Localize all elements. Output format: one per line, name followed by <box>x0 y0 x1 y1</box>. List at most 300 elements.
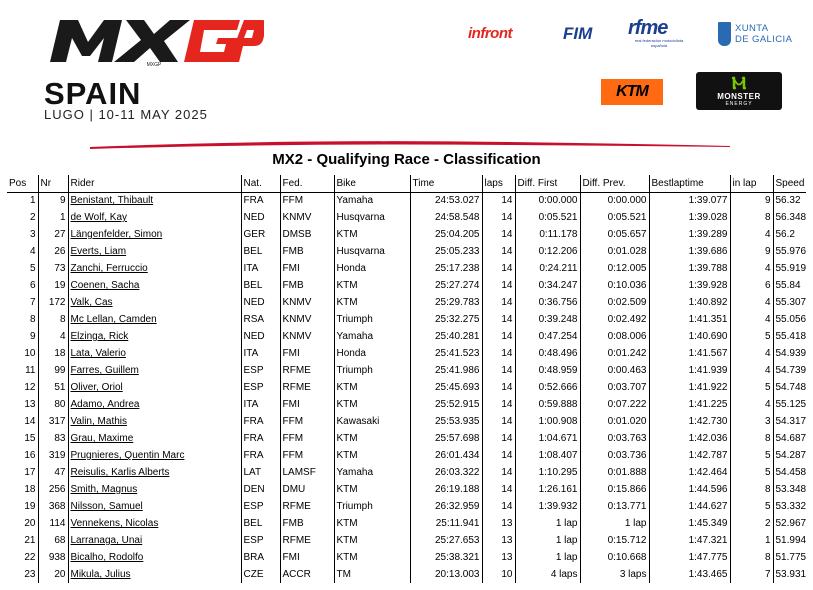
cell-bestlaptime: 1:42.036 <box>649 430 730 447</box>
cell-laps: 13 <box>482 532 515 549</box>
cell-nr: 938 <box>38 549 68 566</box>
cell-bestlaptime: 1:41.922 <box>649 379 730 396</box>
cell-nr: 83 <box>38 430 68 447</box>
event-subtitle: LUGO | 10-11 MAY 2025 <box>44 107 208 122</box>
cell-nat: LAT <box>241 464 280 481</box>
cell-speed: 54.458 <box>773 464 806 481</box>
cell-bike: Honda <box>334 260 410 277</box>
cell-time: 25:41.986 <box>410 362 482 379</box>
cell-nr: 27 <box>38 226 68 243</box>
cell-diff-prev: 0:05.521 <box>580 209 649 226</box>
cell-time: 25:29.783 <box>410 294 482 311</box>
cell-rider[interactable]: Larranaga, Unai <box>68 532 241 549</box>
cell-nat: NED <box>241 294 280 311</box>
cell-diff-first: 0:05.521 <box>515 209 580 226</box>
cell-diff-prev: 0:02.509 <box>580 294 649 311</box>
cell-speed: 51.775 <box>773 549 806 566</box>
cell-pos: 2 <box>29 212 36 223</box>
table-row <box>7 345 806 362</box>
cell-nat: ESP <box>241 532 280 549</box>
monster-name: MONSTER <box>717 92 761 101</box>
cell-rider[interactable]: Prugnieres, Quentin Marc <box>68 447 241 464</box>
cell-nat: FRA <box>241 192 280 209</box>
cell-speed: 54.687 <box>773 430 806 447</box>
cell-fed: FMB <box>280 243 334 260</box>
cell-nr: 99 <box>38 362 68 379</box>
cell-in-lap: 1 <box>730 532 773 549</box>
cell-bike: Triumph <box>334 362 410 379</box>
cell-rider[interactable]: Adamo, Andrea <box>68 396 241 413</box>
cell-diff-prev: 0:01.888 <box>580 464 649 481</box>
cell-bike: KTM <box>334 226 410 243</box>
cell-in-lap: 6 <box>730 277 773 294</box>
cell-fed: LAMSF <box>280 464 334 481</box>
cell-speed: 54.939 <box>773 345 806 362</box>
cell-time: 25:45.693 <box>410 379 482 396</box>
cell-rider[interactable]: Mikula, Julius <box>68 566 241 583</box>
cell-bestlaptime: 1:42.464 <box>649 464 730 481</box>
monster-energy: ENERGY <box>725 101 753 107</box>
cell-nat: ESP <box>241 498 280 515</box>
cell-rider[interactable]: Valin, Mathis <box>68 413 241 430</box>
cell-fed: FMI <box>280 345 334 362</box>
cell-time: 25:17.238 <box>410 260 482 277</box>
cell-diff-first: 0:52.666 <box>515 379 580 396</box>
cell-laps: 14 <box>482 277 515 294</box>
cell-pos: 17 <box>24 467 36 478</box>
cell-bike: TM <box>334 566 410 583</box>
results-table <box>7 175 806 583</box>
table-body <box>7 192 806 583</box>
cell-pos: 23 <box>24 569 36 580</box>
cell-speed: 51.994 <box>773 532 806 549</box>
cell-laps: 14 <box>482 498 515 515</box>
cell-bike: KTM <box>334 481 410 498</box>
cell-laps: 14 <box>482 209 515 226</box>
cell-fed: KNMV <box>280 294 334 311</box>
table-row <box>7 226 806 243</box>
cell-bike: Husqvarna <box>334 209 410 226</box>
table-row <box>7 549 806 566</box>
page-title: MX2 - Qualifying Race - Classification <box>272 151 541 168</box>
cell-bestlaptime: 1:41.567 <box>649 345 730 362</box>
cell-fed: RFME <box>280 379 334 396</box>
cell-fed: ACCR <box>280 566 334 583</box>
cell-laps: 13 <box>482 549 515 566</box>
cell-time: 26:32.959 <box>410 498 482 515</box>
column-header-diff-first: Diff. First <box>515 175 580 192</box>
cell-time: 26:19.188 <box>410 481 482 498</box>
cell-nat: BEL <box>241 277 280 294</box>
cell-rider[interactable]: Everts, Liam <box>68 243 241 260</box>
cell-bike: Honda <box>334 345 410 362</box>
cell-nat: BEL <box>241 243 280 260</box>
cell-pos: 6 <box>29 280 36 291</box>
cell-diff-first: 0:24.211 <box>515 260 580 277</box>
cell-in-lap: 5 <box>730 379 773 396</box>
cell-nat: NED <box>241 209 280 226</box>
cell-nr: 317 <box>38 413 68 430</box>
cell-time: 24:58.548 <box>410 209 482 226</box>
cell-nat: BRA <box>241 549 280 566</box>
column-header-in-lap: in lap <box>730 175 773 192</box>
table-row <box>7 515 806 532</box>
cell-diff-first: 0:47.254 <box>515 328 580 345</box>
column-header-diff-prev: Diff. Prev. <box>580 175 649 192</box>
cell-laps: 14 <box>482 260 515 277</box>
cell-fed: FFM <box>280 430 334 447</box>
rfme-logo-text: rfme <box>628 17 668 39</box>
cell-laps: 14 <box>482 379 515 396</box>
cell-nr: 114 <box>38 515 68 532</box>
cell-time: 25:41.523 <box>410 345 482 362</box>
table-row <box>7 430 806 447</box>
fim-logo: FIM <box>563 24 593 43</box>
table-row <box>7 243 806 260</box>
table-row <box>7 498 806 515</box>
event-name: SPAIN <box>44 76 142 111</box>
header <box>0 0 813 150</box>
table-row <box>7 362 806 379</box>
cell-bestlaptime: 1:40.690 <box>649 328 730 345</box>
xunta-shield-icon <box>718 22 731 46</box>
cell-rider[interactable]: Grau, Maxime <box>68 430 241 447</box>
cell-diff-prev: 0:05.657 <box>580 226 649 243</box>
cell-pos: 15 <box>24 433 36 444</box>
cell-nat: ITA <box>241 345 280 362</box>
cell-diff-prev: 0:13.771 <box>580 498 649 515</box>
cell-bestlaptime: 1:39.686 <box>649 243 730 260</box>
cell-nr: 4 <box>38 328 68 345</box>
cell-diff-first: 0:36.756 <box>515 294 580 311</box>
cell-laps: 14 <box>482 430 515 447</box>
cell-rider[interactable]: Smith, Magnus <box>68 481 241 498</box>
cell-speed: 52.967 <box>773 515 806 532</box>
cell-diff-first: 0:34.247 <box>515 277 580 294</box>
cell-diff-first: 0:48.496 <box>515 345 580 362</box>
cell-nat: FRA <box>241 430 280 447</box>
cell-diff-first: 0:12.206 <box>515 243 580 260</box>
cell-bestlaptime: 1:41.939 <box>649 362 730 379</box>
cell-laps: 14 <box>482 396 515 413</box>
cell-speed: 54.317 <box>773 413 806 430</box>
cell-diff-prev: 0:01.020 <box>580 413 649 430</box>
cell-pos: 1 <box>29 195 36 207</box>
cell-diff-first: 1:26.161 <box>515 481 580 498</box>
cell-pos: 21 <box>24 535 36 546</box>
cell-laps: 14 <box>482 345 515 362</box>
monster-energy-logo <box>696 72 782 110</box>
table-row <box>7 464 806 481</box>
cell-time: 25:27.653 <box>410 532 482 549</box>
table-header <box>7 175 806 192</box>
cell-rider[interactable]: Farres, Guillem <box>68 362 241 379</box>
cell-diff-first: 4 laps <box>515 566 580 583</box>
cell-fed: FFM <box>280 447 334 464</box>
cell-in-lap: 4 <box>730 345 773 362</box>
cell-nat: CZE <box>241 566 280 583</box>
cell-diff-first: 0:59.888 <box>515 396 580 413</box>
cell-nat: NED <box>241 328 280 345</box>
cell-laps: 14 <box>482 311 515 328</box>
cell-diff-prev: 0:00.000 <box>580 192 649 209</box>
cell-bestlaptime: 1:39.077 <box>649 192 730 209</box>
column-header-rider: Rider <box>68 175 241 192</box>
cell-bike: KTM <box>334 379 410 396</box>
cell-speed: 55.976 <box>773 243 806 260</box>
cell-fed: RFME <box>280 498 334 515</box>
cell-diff-first: 1 lap <box>515 549 580 566</box>
cell-diff-first: 1:04.671 <box>515 430 580 447</box>
cell-rider[interactable]: Zanchi, Ferruccio <box>68 260 241 277</box>
cell-diff-prev: 0:03.763 <box>580 430 649 447</box>
cell-rider[interactable]: Nilsson, Samuel <box>68 498 241 515</box>
cell-nr: 47 <box>38 464 68 481</box>
cell-bike: Yamaha <box>334 328 410 345</box>
cell-nat: ITA <box>241 396 280 413</box>
cell-in-lap: 4 <box>730 311 773 328</box>
table-row <box>7 192 806 209</box>
rfme-logo-subtext: real federación motociclista española <box>634 38 684 48</box>
cell-bestlaptime: 1:44.627 <box>649 498 730 515</box>
cell-fed: FFM <box>280 413 334 430</box>
cell-bike: Kawasaki <box>334 413 410 430</box>
table-row <box>7 294 806 311</box>
cell-pos: 22 <box>24 552 36 563</box>
cell-rider[interactable]: Längenfelder, Simon <box>68 226 241 243</box>
cell-nr: 8 <box>38 311 68 328</box>
cell-pos: 14 <box>24 416 36 427</box>
cell-nr: 319 <box>38 447 68 464</box>
cell-diff-prev: 0:10.036 <box>580 277 649 294</box>
table-row <box>7 566 806 583</box>
cell-diff-prev: 0:08.006 <box>580 328 649 345</box>
cell-fed: KNMV <box>280 311 334 328</box>
xunta-line1: XUNTA <box>735 23 769 34</box>
cell-bike: KTM <box>334 396 410 413</box>
column-header-bestlaptime: Bestlaptime <box>649 175 730 192</box>
cell-nat: ESP <box>241 362 280 379</box>
cell-nat: DEN <box>241 481 280 498</box>
cell-time: 25:40.281 <box>410 328 482 345</box>
rfme-logo <box>628 18 690 48</box>
cell-fed: DMU <box>280 481 334 498</box>
column-header-speed: Speed <box>773 175 806 192</box>
cell-diff-first: 0:39.248 <box>515 311 580 328</box>
cell-diff-first: 1 lap <box>515 532 580 549</box>
cell-nr: 9 <box>38 192 68 209</box>
cell-pos: 9 <box>29 331 36 342</box>
cell-in-lap: 4 <box>730 396 773 413</box>
cell-bike: KTM <box>334 430 410 447</box>
cell-in-lap: 4 <box>730 362 773 379</box>
cell-diff-prev: 0:00.463 <box>580 362 649 379</box>
cell-in-lap: 7 <box>730 566 773 583</box>
cell-diff-prev: 3 laps <box>580 566 649 583</box>
cell-time: 25:32.275 <box>410 311 482 328</box>
cell-laps: 14 <box>482 413 515 430</box>
cell-pos: 7 <box>29 297 36 308</box>
cell-diff-prev: 1 lap <box>580 515 649 532</box>
cell-bike: Yamaha <box>334 464 410 481</box>
cell-in-lap: 5 <box>730 447 773 464</box>
ktm-logo: KTM <box>601 79 663 105</box>
cell-pos: 20 <box>24 518 36 529</box>
cell-in-lap: 4 <box>730 226 773 243</box>
cell-time: 20:13.003 <box>410 566 482 583</box>
cell-laps: 14 <box>482 243 515 260</box>
table-row <box>7 328 806 345</box>
table-row <box>7 447 806 464</box>
cell-diff-prev: 0:10.668 <box>580 549 649 566</box>
cell-in-lap: 9 <box>730 243 773 260</box>
cell-diff-first: 0:00.000 <box>515 192 580 209</box>
cell-fed: RFME <box>280 532 334 549</box>
cell-diff-first: 0:48.959 <box>515 362 580 379</box>
cell-laps: 14 <box>482 328 515 345</box>
cell-nr: 51 <box>38 379 68 396</box>
cell-nat: GER <box>241 226 280 243</box>
cell-nr: 80 <box>38 396 68 413</box>
cell-speed: 55.418 <box>773 328 806 345</box>
cell-diff-prev: 0:03.736 <box>580 447 649 464</box>
logo-text: MXGP <box>146 62 162 68</box>
table-row <box>7 277 806 294</box>
cell-fed: RFME <box>280 362 334 379</box>
cell-laps: 10 <box>482 566 515 583</box>
cell-pos: 19 <box>24 501 36 512</box>
cell-rider[interactable]: Reisulis, Karlis Alberts <box>68 464 241 481</box>
cell-bike: KTM <box>334 277 410 294</box>
cell-nr: 73 <box>38 260 68 277</box>
header-swoosh <box>90 138 730 150</box>
cell-in-lap: 4 <box>730 260 773 277</box>
cell-diff-prev: 0:01.028 <box>580 243 649 260</box>
cell-in-lap: 3 <box>730 413 773 430</box>
cell-time: 25:52.915 <box>410 396 482 413</box>
cell-nat: FRA <box>241 447 280 464</box>
table-row <box>7 260 806 277</box>
cell-fed: FMI <box>280 549 334 566</box>
cell-speed: 55.84 <box>773 277 806 294</box>
cell-rider[interactable]: Benistant, Thibault <box>68 192 241 209</box>
cell-rider[interactable]: Vennekens, Nicolas <box>68 515 241 532</box>
cell-bestlaptime: 1:44.596 <box>649 481 730 498</box>
cell-nat: RSA <box>241 311 280 328</box>
table-row <box>7 481 806 498</box>
cell-pos: 10 <box>24 348 36 359</box>
cell-pos: 3 <box>29 229 36 240</box>
cell-bestlaptime: 1:39.289 <box>649 226 730 243</box>
cell-bestlaptime: 1:43.465 <box>649 566 730 583</box>
cell-fed: FMB <box>280 515 334 532</box>
cell-rider[interactable]: Oliver, Oriol <box>68 379 241 396</box>
cell-speed: 54.739 <box>773 362 806 379</box>
cell-in-lap: 2 <box>730 515 773 532</box>
cell-diff-first: 1:08.407 <box>515 447 580 464</box>
table-row <box>7 209 806 226</box>
xunta-logo <box>718 22 792 46</box>
cell-time: 26:01.434 <box>410 447 482 464</box>
cell-bestlaptime: 1:42.787 <box>649 447 730 464</box>
cell-rider[interactable]: Valk, Cas <box>68 294 241 311</box>
cell-bestlaptime: 1:47.775 <box>649 549 730 566</box>
table-row <box>7 311 806 328</box>
cell-diff-first: 1 lap <box>515 515 580 532</box>
cell-in-lap: 8 <box>730 430 773 447</box>
cell-nr: 19 <box>38 277 68 294</box>
infront-logo: infront <box>468 25 512 42</box>
cell-diff-prev: 0:07.222 <box>580 396 649 413</box>
cell-pos: 5 <box>29 263 36 274</box>
cell-bike: Triumph <box>334 498 410 515</box>
cell-bestlaptime: 1:39.028 <box>649 209 730 226</box>
cell-diff-prev: 0:01.242 <box>580 345 649 362</box>
cell-in-lap: 5 <box>730 498 773 515</box>
cell-laps: 14 <box>482 192 515 209</box>
cell-bike: KTM <box>334 447 410 464</box>
cell-diff-prev: 0:03.707 <box>580 379 649 396</box>
cell-pos: 18 <box>24 484 36 495</box>
cell-diff-first: 1:39.932 <box>515 498 580 515</box>
cell-rider[interactable]: Elzinga, Rick <box>68 328 241 345</box>
cell-time: 25:57.698 <box>410 430 482 447</box>
cell-rider[interactable]: de Wolf, Kay <box>68 209 241 226</box>
cell-fed: KNMV <box>280 328 334 345</box>
cell-nr: 172 <box>38 294 68 311</box>
cell-bike: KTM <box>334 515 410 532</box>
cell-diff-first: 1:00.908 <box>515 413 580 430</box>
column-header-pos: Pos <box>7 175 38 192</box>
cell-speed: 56.348 <box>773 209 806 226</box>
cell-rider[interactable]: Coenen, Sacha <box>68 277 241 294</box>
cell-nr: 18 <box>38 345 68 362</box>
cell-rider[interactable]: Bicalho, Rodolfo <box>68 549 241 566</box>
cell-fed: FMI <box>280 260 334 277</box>
cell-pos: 13 <box>24 399 36 410</box>
cell-rider[interactable]: Mc Lellan, Camden <box>68 311 241 328</box>
cell-bike: KTM <box>334 532 410 549</box>
cell-fed: FFM <box>280 192 334 209</box>
cell-nat: ESP <box>241 379 280 396</box>
cell-speed: 54.287 <box>773 447 806 464</box>
cell-speed: 53.348 <box>773 481 806 498</box>
cell-rider[interactable]: Lata, Valerio <box>68 345 241 362</box>
cell-bike: Triumph <box>334 311 410 328</box>
cell-time: 25:05.233 <box>410 243 482 260</box>
column-header-nat: Nat. <box>241 175 280 192</box>
column-header-time: Time <box>410 175 482 192</box>
cell-time: 25:27.274 <box>410 277 482 294</box>
cell-bike: KTM <box>334 294 410 311</box>
cell-pos: 4 <box>29 246 36 257</box>
cell-time: 24:53.027 <box>410 192 482 209</box>
cell-in-lap: 5 <box>730 464 773 481</box>
cell-time: 25:04.205 <box>410 226 482 243</box>
cell-nr: 20 <box>38 566 68 583</box>
cell-bestlaptime: 1:39.928 <box>649 277 730 294</box>
cell-speed: 54.748 <box>773 379 806 396</box>
cell-in-lap: 9 <box>730 192 773 209</box>
cell-diff-prev: 0:12.005 <box>580 260 649 277</box>
cell-fed: KNMV <box>280 209 334 226</box>
cell-nr: 368 <box>38 498 68 515</box>
cell-nr: 68 <box>38 532 68 549</box>
cell-nr: 1 <box>38 209 68 226</box>
cell-bike: KTM <box>334 549 410 566</box>
cell-nat: ITA <box>241 260 280 277</box>
column-header-fed: Fed. <box>280 175 334 192</box>
